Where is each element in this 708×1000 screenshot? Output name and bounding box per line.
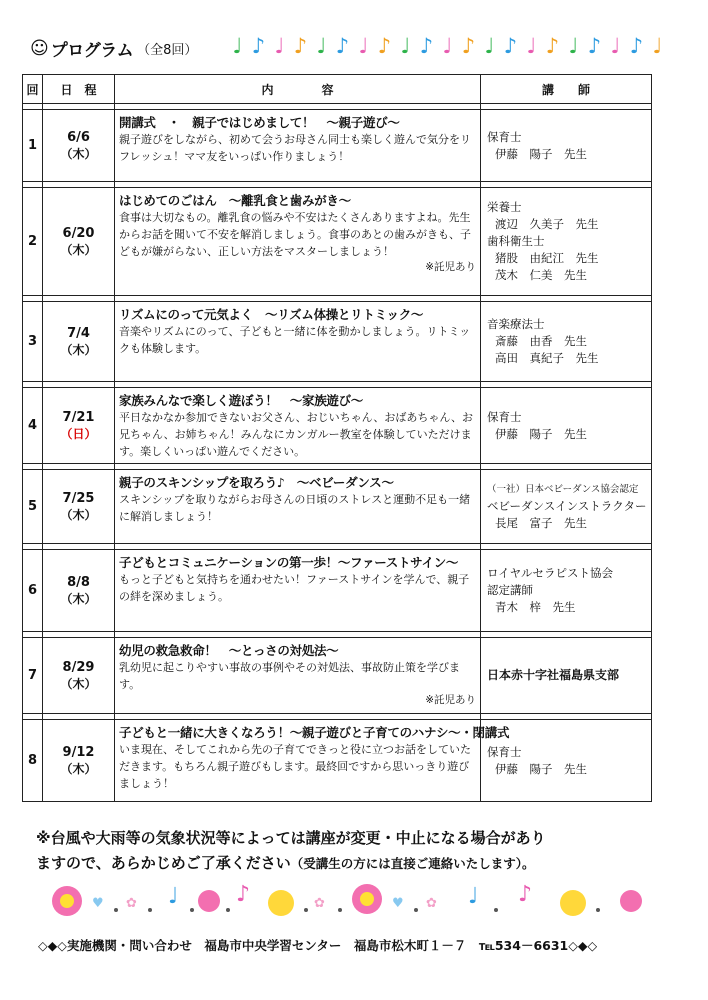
flower-small-icon: ✿ (314, 896, 325, 911)
dot-icon (338, 908, 342, 912)
session-instructors (481, 550, 652, 632)
session-date-cell (43, 188, 115, 296)
session-weekday: （木） (60, 242, 97, 257)
session-number: 5 (23, 470, 43, 544)
music-note-icon: ♩ (358, 34, 369, 58)
session-content (115, 470, 481, 544)
session-weekday: （木） (60, 676, 97, 691)
music-note-icon: ♪ (518, 882, 533, 907)
dot-icon (414, 908, 418, 912)
instructor-line: 長尾 富子 先生 (495, 516, 587, 530)
session-date: 7/25 (62, 490, 95, 506)
session-title: 家族みんなで楽しく遊ぼう！ ～家族遊び～ (119, 393, 364, 408)
table-row (23, 550, 652, 632)
table-row (23, 188, 652, 296)
session-content (115, 110, 481, 182)
session-title: はじめてのごはん ～離乳食と歯みがき～ (119, 193, 351, 208)
music-note-icon: ♩ (568, 34, 579, 58)
session-title: 子どもと一緒に大きくなろう！～親子遊びと子育てのハナシ～・閉講式 (119, 725, 510, 740)
music-note-icon: ♪ (236, 882, 251, 907)
session-date: 7/21 (62, 409, 95, 425)
instructor-line: 音楽療法士 (487, 317, 545, 331)
flower-icon (198, 890, 220, 912)
program-header (30, 36, 197, 60)
instructor-line: 歯科衛生士 (487, 234, 545, 248)
music-note-icon: ♩ (652, 34, 663, 58)
instructor-line: 日本赤十字社福島県支部 (487, 668, 620, 682)
session-date-cell (43, 302, 115, 382)
music-note-icon: ♩ (442, 34, 453, 58)
session-weekday: （木） (60, 507, 97, 522)
music-note-icon: ♩ (526, 34, 537, 58)
session-description: 乳幼児に起こりやすい事故の事例やその対処法、事故防止策を学びます。 (119, 661, 460, 691)
flower-icon (52, 886, 82, 916)
music-note-icon: ♩ (610, 34, 621, 58)
instructor-line: 茂木 仁美 先生 (495, 268, 587, 282)
instructor-line: 保育士 (487, 129, 522, 144)
session-description: 音楽やリズムにのって、子どもと一緒に体を動かしましょう。リトミックも体験します。 (119, 325, 471, 355)
session-title: リズムにのって元気よく ～リズム体操とリトミック～ (119, 307, 424, 322)
session-weekday: （木） (60, 342, 97, 357)
music-note-icon: ♩ (400, 34, 411, 58)
instructor-line: 青木 梓 先生 (495, 600, 576, 614)
childcare-note: ※託児あり (425, 261, 476, 273)
instructor-line: 保育士 (487, 409, 522, 424)
header-date: 日 程 (43, 75, 115, 104)
flower-decoration-row (48, 882, 658, 922)
session-instructors (481, 388, 652, 464)
instructor-line: 伊藤 陽子 先生 (495, 146, 587, 161)
dot-icon (190, 908, 194, 912)
session-date-cell (43, 470, 115, 544)
music-note-icon: ♪ (251, 34, 266, 58)
session-date: 9/12 (62, 744, 95, 760)
music-note-icon: ♪ (545, 34, 560, 58)
session-date: 8/8 (67, 574, 90, 590)
session-instructors (481, 638, 652, 714)
session-number: 8 (23, 720, 43, 802)
music-note-icon: ♩ (316, 34, 327, 58)
heart-icon: ♥ (92, 896, 104, 911)
session-weekday: （木） (60, 591, 97, 606)
session-title: 親子のスキンシップを取ろう♪ ～ベビーダンス～ (119, 475, 394, 490)
heart-icon: ♥ (392, 896, 404, 911)
table-row (23, 638, 652, 714)
music-note-icon: ♩ (468, 884, 479, 909)
music-note-icon: ♪ (335, 34, 350, 58)
session-count: （全8回） (137, 42, 198, 58)
instructor-line: 栄養士 (487, 200, 522, 214)
childcare-note: ※託児あり (425, 694, 476, 706)
session-number: 4 (23, 388, 43, 464)
contact-footer: ◇◆◇実施機関・問い合わせ 福島市中央学習センター 福島市松木町１－７ ℡534－6631◇◆◇ (38, 938, 598, 953)
notice-line-2-note: （受講生の方には直接ご連絡いたします）。 (290, 856, 535, 871)
music-note-icon: ♪ (461, 34, 476, 58)
instructor-line: （一社）日本ベビーダンス協会認定 (487, 484, 639, 495)
session-content (115, 302, 481, 382)
session-instructors (481, 470, 652, 544)
session-description: 食事は大切なもの。離乳食の悩みや不安はたくさんありますよね。先生からお話を聞いて不安を解消しましょう。食事のあとの歯みがきも、子どもが嫌がらない、正しい方法をマスターしましょう！ (119, 211, 471, 258)
music-note-icon: ♩ (232, 34, 243, 58)
instructor-line: 渡辺 久美子 先生 (495, 217, 599, 231)
session-date-cell (43, 638, 115, 714)
session-content (115, 388, 481, 464)
session-instructors (481, 110, 652, 182)
music-note-icon: ♪ (629, 34, 644, 58)
instructor-line: 保育士 (487, 744, 522, 759)
dot-icon (226, 908, 230, 912)
header-no: 回 (23, 75, 43, 104)
instructor-line: ベビーダンスインストラクター (487, 499, 647, 513)
session-weekday: （日） (60, 426, 97, 441)
session-description: もっと子どもと気持ちを通わせたい！ファーストサインを学んで、親子の絆を深めましょう。 (119, 573, 470, 603)
instructor-line: 伊藤 陽子 先生 (495, 761, 587, 776)
session-content (115, 550, 481, 632)
session-date: 6/20 (62, 225, 95, 241)
music-notes-decoration (228, 34, 667, 58)
instructor-line: 伊藤 陽子 先生 (495, 426, 587, 441)
flower-icon (620, 890, 642, 912)
flower-small-icon: ✿ (426, 896, 437, 911)
session-date: 7/4 (67, 325, 90, 341)
session-date-cell (43, 550, 115, 632)
session-content (115, 638, 481, 714)
smiley-icon (560, 890, 586, 916)
session-description: 親子遊びをしながら、初めて会うお母さん同士も楽しく遊んで気分をリフレッシュ！ママ友をいっぱい作りましょう！ (119, 133, 471, 163)
session-instructors (481, 302, 652, 382)
table-row (23, 720, 652, 802)
music-note-icon: ♪ (503, 34, 518, 58)
instructor-line: ロイヤルセラピスト協会 (487, 566, 614, 580)
session-title: 幼児の救急救命！ ～とっさの対処法～ (119, 643, 339, 658)
music-note-icon: ♩ (274, 34, 285, 58)
session-instructors (481, 188, 652, 296)
session-date-cell (43, 720, 115, 802)
session-description: 平日なかなか参加できないお父さん、おじいちゃん、おばあちゃん、お兄ちゃん、お姉ちゃん！みんなにカンガルー教室を体験していただけます。楽しくいっぱい遊んでください。 (119, 411, 473, 458)
session-date-cell (43, 388, 115, 464)
session-number: 2 (23, 188, 43, 296)
dot-icon (148, 908, 152, 912)
dot-icon (494, 908, 498, 912)
session-weekday: （木） (60, 761, 97, 776)
table-row (23, 302, 652, 382)
session-date: 6/6 (67, 129, 90, 145)
smiley-icon (268, 890, 294, 916)
session-title: 子どもとコミュニケーションの第一歩！～ファーストサイン～ (119, 555, 459, 570)
notice-line-1: ※台風や大雨等の気象状況等によっては講座が変更・中止になる場合があり (36, 829, 546, 847)
session-date-cell (43, 110, 115, 182)
session-number: 7 (23, 638, 43, 714)
session-description: スキンシップを取りながらお母さんの日頃のストレスと運動不足も一緒に解消しましょう！ (119, 493, 471, 523)
instructor-line: 猪股 由紀江 先生 (495, 251, 599, 265)
flower-icon (352, 884, 382, 914)
instructor-line: 認定講師 (487, 583, 533, 597)
music-note-icon: ♩ (168, 884, 179, 909)
program-title: プログラム (50, 40, 134, 61)
flower-small-icon: ✿ (126, 896, 137, 911)
table-header-row (23, 75, 652, 104)
session-content (115, 188, 481, 296)
cancellation-notice (36, 826, 672, 876)
music-note-icon: ♪ (293, 34, 308, 58)
header-content: 内 容 (115, 75, 481, 104)
program-table (22, 74, 652, 802)
session-date: 8/29 (62, 659, 95, 675)
session-title: 開講式 ・ 親子ではじめまして！ ～親子遊び～ (119, 115, 400, 130)
dot-icon (596, 908, 600, 912)
music-note-icon: ♪ (419, 34, 434, 58)
notice-line-2: ますので、あらかじめご了承ください (36, 854, 291, 872)
session-number: 6 (23, 550, 43, 632)
table-row (23, 110, 652, 182)
instructor-line: 高田 真紀子 先生 (495, 351, 599, 365)
session-weekday: （木） (60, 146, 97, 161)
table-row (23, 388, 652, 464)
music-note-icon: ♪ (377, 34, 392, 58)
smile-icon: ☺ (30, 37, 49, 59)
instructor-line: 斎藤 由香 先生 (495, 334, 587, 348)
dot-icon (304, 908, 308, 912)
session-number: 3 (23, 302, 43, 382)
header-instructor: 講 師 (481, 75, 652, 104)
session-number: 1 (23, 110, 43, 182)
dot-icon (114, 908, 118, 912)
music-note-icon: ♪ (587, 34, 602, 58)
table-row (23, 470, 652, 544)
session-description: いま現在、そしてこれから先の子育てできっと役に立つお話をしていただきます。もちろん親子遊びもします。最終回ですから思いっきり遊びましょう！ (119, 743, 471, 790)
music-note-icon: ♩ (484, 34, 495, 58)
